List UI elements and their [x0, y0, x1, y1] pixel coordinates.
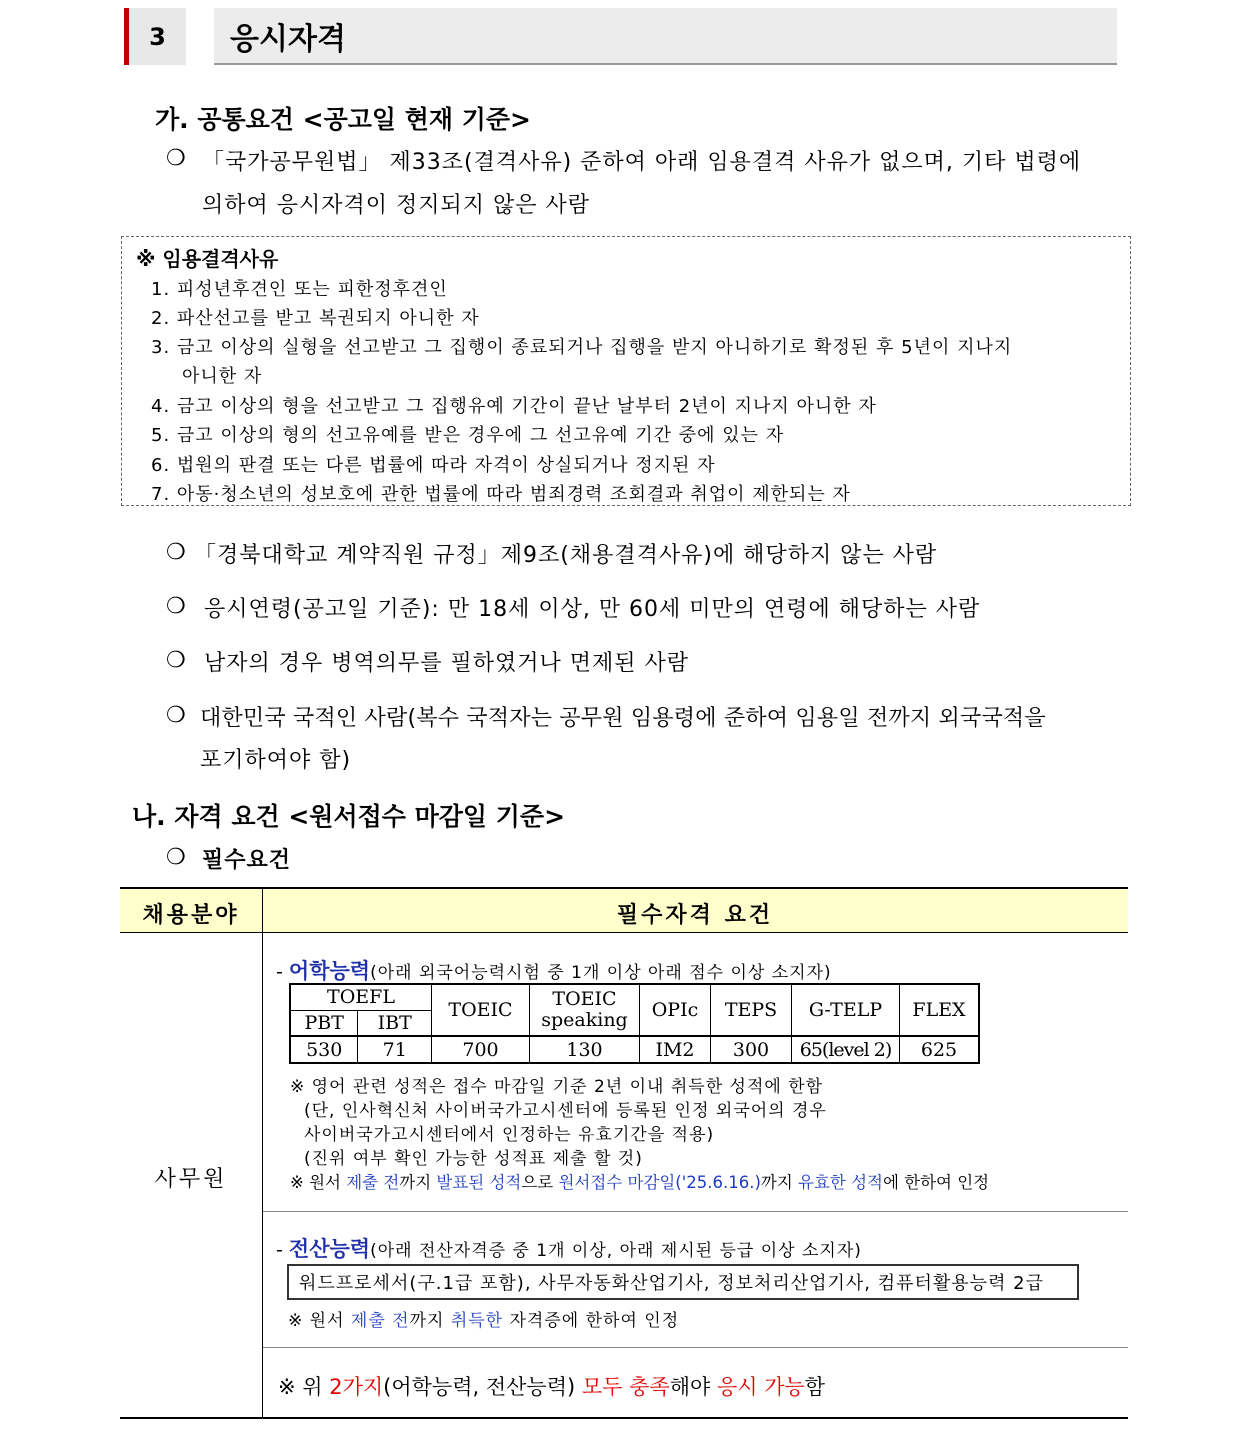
section-title: 응시자격 [214, 8, 1117, 65]
list-item: 2. 파산선고를 받고 복권되지 아니한 자 [151, 308, 480, 329]
final-note [278, 1371, 825, 1401]
section-a-title: 가. 공통요건 <공고일 현재 기준> [155, 105, 532, 134]
score-header: FLEX [900, 984, 980, 1036]
lang-note: ※ 영어 관련 성적은 접수 마감일 기준 2년 이내 취득한 성적에 한함 [290, 1077, 824, 1097]
score-header: TOEIC [432, 984, 530, 1036]
note-text: ※ 원서 [288, 1311, 351, 1331]
note-text: 까지 [760, 1173, 799, 1192]
lang-note: (단, 인사혁신처 사이버국가고시센터에 등록된 인정 외국어의 경우 [304, 1101, 827, 1121]
score-header-part: TOEIC [552, 988, 617, 1010]
box-title: ※ 임용결격사유 [136, 247, 279, 271]
note-highlight: 발표된 성적 [436, 1173, 522, 1192]
score-value: 700 [432, 1036, 530, 1063]
bullet4: 남자의 경우 병역의무를 필하였거나 면제된 사람 [204, 651, 690, 676]
bullet-icon: ❍ [166, 594, 186, 619]
bullet-icon: ❍ [166, 648, 186, 673]
list-item: 5. 금고 이상의 형의 선고유예를 받은 경우에 그 선고유예 기간 중에 있는 자 [151, 425, 785, 446]
bullet2: 「경북대학교 계약직원 규정」제9조(채용결격사유)에 해당하지 않는 사람 [194, 543, 938, 568]
note-highlight: 모두 충족 [581, 1375, 670, 1399]
lang-heading [276, 955, 832, 985]
score-table [289, 983, 980, 1064]
note-highlight: 유효한 성적 [798, 1173, 883, 1192]
note-text: (어학능력, 전산능력) [383, 1375, 582, 1399]
note-highlight: 취득한 [450, 1311, 504, 1331]
col-header-field: 채용분야 [142, 903, 240, 928]
score-header: G-TELP [792, 984, 900, 1036]
list-item: 4. 금고 이상의 형을 선고받고 그 집행유예 기간이 끝난 날부터 2년이 지나지 아니한 자 [151, 396, 877, 417]
lang-note-validity [290, 1169, 989, 1193]
score-header: TEPS [711, 984, 792, 1036]
bullet-icon: ❍ [166, 845, 186, 870]
bullet5-line1: 대한민국 국적인 사람(복수 국적자는 공무원 임용령에 준하여 임용일 전까지 외국국적을 [200, 706, 1046, 731]
required-subtitle: 필수요건 [202, 848, 292, 873]
field-name: 사무원 [154, 1167, 228, 1192]
score-value: 530 [290, 1036, 358, 1063]
row-divider [263, 1347, 1128, 1349]
score-value: 300 [711, 1036, 792, 1063]
bullet5-line2: 포기하여야 함) [200, 748, 352, 773]
score-value: 71 [358, 1036, 432, 1063]
list-item: 아니한 자 [182, 366, 263, 387]
bullet-icon: ❍ [166, 540, 186, 565]
note-highlight: 응시 가능 [716, 1375, 805, 1399]
score-header-part: speaking [541, 1009, 628, 1031]
note-highlight: 제출 전 [346, 1173, 400, 1192]
list-item: 7. 아동·청소년의 성보호에 관한 법률에 따라 범죄경력 조회결과 취업이 제한되는 자 [151, 484, 851, 505]
note-text: 자격증에 한하여 인정 [503, 1311, 680, 1331]
note-highlight: 제출 전 [350, 1311, 410, 1331]
note-text: 까지 [399, 1173, 437, 1192]
list-item: 6. 법원의 판결 또는 다른 법률에 따라 자격이 상실되거나 정지된 자 [151, 455, 716, 476]
bullet1-line1: 「국가공무원법」 제33조(결격사유) 준하여 아래 임용결격 사유가 없으며, 기타 법령에 [202, 150, 1082, 175]
note-text: ※ 위 [278, 1375, 330, 1399]
score-value: 130 [530, 1036, 640, 1063]
section-b-title: 나. 자격 요건 <원서접수 마감일 기준> [132, 802, 566, 831]
bullet-icon: ❍ [166, 146, 186, 171]
lang-note: (진위 여부 확인 가능한 성적표 제출 할 것) [304, 1149, 643, 1169]
it-title: 전산능력 [288, 1237, 371, 1261]
list-item: 3. 금고 이상의 실형을 선고받고 그 집행이 종료되거나 집행을 받지 아니하기로 확정된 후 5년이 지나지 [151, 337, 1013, 358]
note-text: 으로 [521, 1173, 559, 1192]
lang-desc: (아래 외국어능력시험 중 1개 이상 아래 점수 이상 소지자) [370, 963, 832, 983]
dash: - [276, 1239, 283, 1261]
note-text: 까지 [409, 1311, 451, 1331]
it-note [288, 1306, 679, 1331]
disqualification-box [121, 236, 1131, 506]
table-bottom-border [120, 1417, 1128, 1419]
table-column-divider [262, 889, 263, 1417]
note-text: 함 [804, 1375, 826, 1399]
row-divider [263, 1211, 1128, 1213]
bullet1-line2: 의하여 응시자격이 정지되지 않은 사람 [202, 193, 591, 218]
score-header: PBT [290, 1010, 358, 1036]
score-header: IBT [358, 1010, 432, 1036]
score-header [530, 984, 640, 1036]
score-value: 625 [900, 1036, 980, 1063]
lang-note: 사이버국가고시센터에서 인정하는 유효기간을 적용) [304, 1125, 715, 1145]
bullet3: 응시연령(공고일 기준): 만 18세 이상, 만 60세 미만의 연령에 해당하는 사람 [204, 597, 981, 622]
bullet-icon: ❍ [166, 703, 186, 728]
note-text: 에 한하여 인정 [883, 1173, 990, 1192]
it-heading [276, 1233, 862, 1263]
note-text: ※ 원서 [290, 1173, 347, 1192]
col-header-requirements: 필수자격 요건 [616, 903, 774, 928]
score-value: IM2 [640, 1036, 711, 1063]
cert-list: 워드프로세서(구.1급 포함), 사무자동화산업기사, 정보처리산업기사, 컴퓨터활용능력 2급 [287, 1264, 1079, 1300]
note-text: 해야 [669, 1375, 717, 1399]
note-highlight: 2가지 [329, 1375, 384, 1399]
section-number: 3 [124, 8, 186, 65]
list-item: 1. 피성년후견인 또는 피한정후견인 [151, 279, 448, 300]
score-header: OPIc [640, 984, 711, 1036]
lang-title: 어학능력 [288, 959, 371, 983]
dash: - [276, 961, 283, 983]
note-highlight: 원서접수 마감일('25.6.16.) [558, 1173, 761, 1192]
score-header: TOEFL [290, 984, 432, 1010]
it-desc: (아래 전산자격증 중 1개 이상, 아래 제시된 등급 이상 소지자) [370, 1241, 862, 1261]
score-value: 65(level 2) [792, 1036, 900, 1063]
